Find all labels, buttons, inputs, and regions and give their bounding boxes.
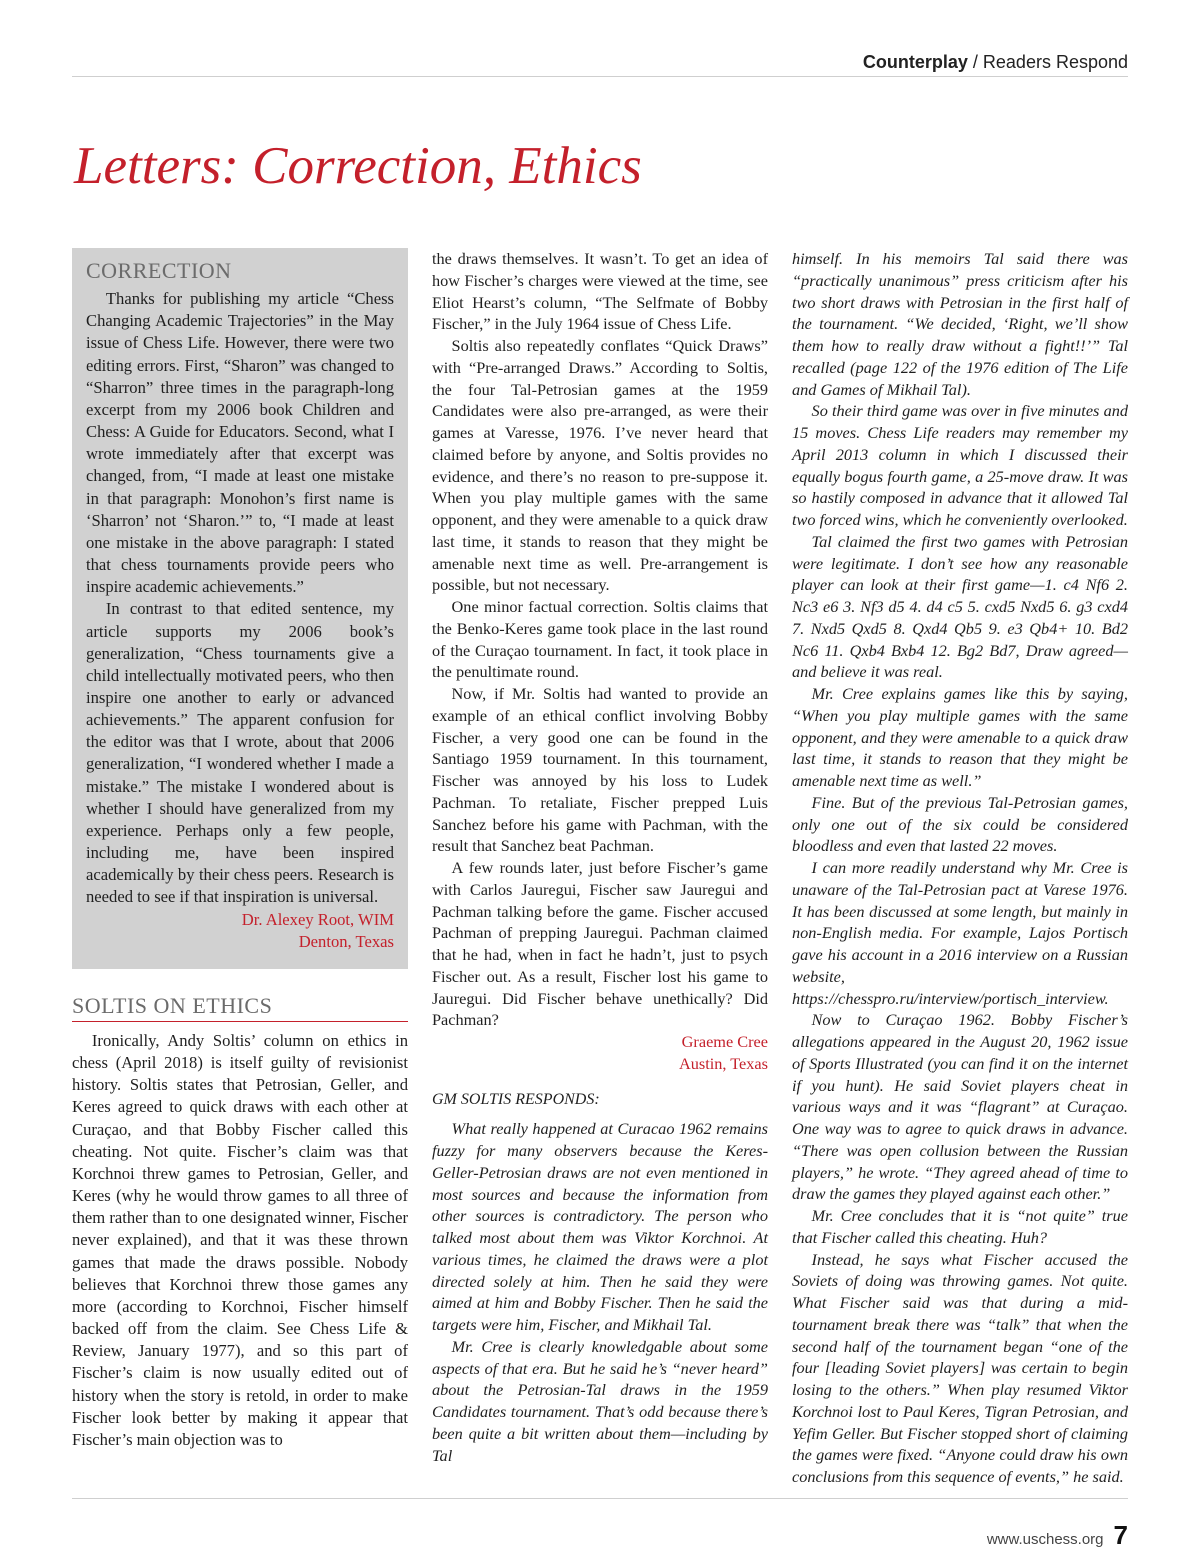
- response-paragraph-1: What really happened at Curacao 1962 remains fuzzy for many observers because the Keres-Geller-Petrosian draws are not even mentioned in most sources and because the information from other sources is contradictory. The person who talked most about them was Viktor Korchnoi. At various times, he claimed the draws were a plot directed solely at him. Then he said they were aimed at him and Bobby Fischer. Then he said the targets were him, Fischer, and Mikhail Tal.: [432, 1119, 768, 1334]
- ethics-signature-name: Graeme Cree: [681, 1032, 768, 1051]
- ethics-paragraph-5: Now, if Mr. Soltis had wanted to provide an example of an ethical conflict involving Bobby Fischer, a very good one can be found in the Santiago 1959 tournament. In this tournament, Fischer was annoyed by his loss to Ludek Pachman. To retaliate, Fischer prepped Luis Sanchez before his game with Pachman, with the result that Sanchez beat Pachman.: [432, 684, 768, 856]
- column-3: [792, 248, 1128, 1488]
- header-rule: [72, 76, 1128, 77]
- correction-paragraph-1: Thanks for publishing my article “Chess Changing Academic Trajectories” in the May issue of Chess Life. However, there were two editing errors. First, “Sharon” was changed to “Sharron” three times in the paragraph-long excerpt from my 2006 book Children and Chess: A Guide for Educators. Second, what I wrote immediately after that excerpt was changed, from, “I made at least one mistake in that paragraph: Monohon’s first name is ‘Sharron’ not ‘Sharon.’” to, “I made at least one mistake in the above paragraph: I stated that chess tournaments provide peers who inspire academic achievements.”: [86, 289, 394, 597]
- ethics-paragraph-2: the draws themselves. It wasn’t. To get an idea of how Fischer’s charges were viewed at the time, see Eliot Hearst’s column, “The Selfmate of Bobby Fischer,” in the July 1964 issue of Chess Life.: [432, 249, 768, 334]
- column-2: [432, 248, 768, 1466]
- column-1: [72, 248, 408, 1451]
- response-paragraph-9: Now to Curaçao 1962. Bobby Fischer’s allegations appeared in the August 20, 1962 issue of Sports Illustrated (you can find it on the internet if you hunt). He said Soviet players cheat in various ways and it was “flagrant” at Curaçao. One way was to agree to quick draws in advance. “There was open collusion between the Russian players,” he wrote. “They agreed ahead of time to draw the games they played against each other.”: [792, 1010, 1128, 1204]
- response-paragraph-3: himself. In his memoirs Tal said there was “practically unanimous” press criticism after his two short draws with Petrosian in the first half of the tournament. “We decided, ‘Right, we’ll show them how to really draw without a fight!!’” Tal recalled (page 122 of the 1976 edition of The Life and Games of Mikhail Tal).: [792, 249, 1128, 399]
- running-header: [72, 52, 1128, 76]
- response-paragraph-5: Tal claimed the first two games with Petrosian were legitimate. I don’t see how any reasonable player can look at their first game—1. c4 Nf6 2. Nc3 e6 3. Nf3 d5 4. d4 c5 5. cxd5 Nxd5 6. g3 cxd4 7. Nxd5 Qxd5 8. Qxd4 Qb5 9. e3 Qb4+ 10. Bd2 Nc6 11. Qxb4 Bxb4 12. Bg2 Bd7, Draw agreed—and believe it was real.: [792, 531, 1128, 682]
- ethics-heading: SOLTIS ON ETHICS: [72, 995, 408, 1022]
- correction-signature-place: Denton, Texas: [298, 931, 394, 951]
- ethics-paragraph-3: Soltis also repeatedly conflates “Quick Draws” with “Pre-arranged Draws.” According to Soltis, the four Tal-Petrosian games at the 1959 Candidates were also pre-arranged, as were their games at Varesse, 1976. I’ve never heard that claimed before by anyone, and Soltis provides no evidence, and there’s no reason to pre-suppose it. When you play multiple games with the same opponent, and they were amenable to a quick draw last time, it stands to reason that they might be amenable next time as well. Pre-arrangement is possible, but not necessary.: [432, 336, 768, 595]
- response-paragraph-10: Mr. Cree concludes that it is “not quite” true that Fischer called this cheating. Huh?: [792, 1206, 1128, 1247]
- header-subsection: Readers Respond: [982, 52, 1128, 72]
- response-paragraph-6: Mr. Cree explains games like this by saying, “When you play multiple games with the same opponent, and they were amenable to a quick draw last time, it stands to reason that they might be amenable next time as well.”: [792, 684, 1128, 790]
- ethics-paragraph-4: One minor factual correction. Soltis claims that the Benko-Keres game took place in the last round of the Curaçao tournament. In fact, it took place in the penultimate round.: [432, 597, 768, 682]
- response-paragraph-4: So their third game was over in five minutes and 15 moves. Chess Life readers may remember my April 2013 column in which I discussed their equally bogus fourth game, a 25-move draw. It was so hastily composed in advance that it allowed Tal two forced wins, which he conveniently overlooked.: [792, 401, 1128, 529]
- ethics-paragraph-1: Ironically, Andy Soltis’ column on ethics in chess (April 2018) is itself guilty of revisionist history. Soltis states that Petrosian, Geller, and Keres agreed to quick draws with each other at Curaçao, and that Bobby Fischer called this cheating. Not quite. Fischer’s claim was that Korchnoi threw games to Petrosian, Geller, and Keres (why he would throw games to all three of them rather than to one designated winner, Fischer never explained), and that it was these thrown games that made the draws possible. Nobody believes that Korchnoi threw those games any more (according to Korchnoi, Fischer himself backed off from the claim. See Chess Life & Review, January 1977), and so this part of Fischer’s claim is now usually edited out of history when the story is retold, in order to make Fischer look better by making it appear that Fischer’s main objection was to: [72, 1031, 408, 1449]
- header-section: Counterplay: [862, 52, 968, 72]
- response-paragraph-8: I can more readily understand why Mr. Cree is unaware of the Tal-Petrosian pact at Varese 1976. It has been discussed at some length, but mainly in non-English media. For example, Lajos Portisch gave his account in a 2016 interview on a Russian website, https://chesspro.ru/interview/portisch_interview.: [792, 858, 1128, 1008]
- correction-box: [72, 248, 408, 969]
- footer-url[interactable]: www.uschess.org: [986, 1531, 1104, 1548]
- footer-rule: [72, 1498, 1128, 1499]
- page-number: 7: [1113, 1520, 1128, 1550]
- response-paragraph-2: Mr. Cree is clearly knowledgable about some aspects of that era. But he said he’s “never heard” about the Petrosian-Tal draws in the 1959 Candidates tournament. That’s odd because there’s been quite a bit written about them—including by Tal: [432, 1336, 768, 1465]
- correction-heading: CORRECTION: [86, 258, 232, 283]
- response-paragraph-11: Instead, he says what Fischer accused the Soviets of doing was throwing games. Not quite. What Fischer said was that during a mid-tournament break there was “talk” that when the second half of the tournament began “one of the four [leading Soviet players] was certain to begin losing to the others.” When play resumed Viktor Korchnoi lost to Paul Keres, Tigran Petrosian, and Yefim Geller. But Fischer stopped short of claiming the games were fixed. “Anyone could draw his own conclusions from this sequence of events,” he said.: [792, 1249, 1128, 1486]
- ethics-paragraph-6: A few rounds later, just before Fischer’s game with Carlos Jauregui, Fischer saw Jauregui and Pachman talking before the game. Fischer accused Pachman of prepping Jauregui. Pachman claimed that he had, when in fact he hadn’t, just to psych Fischer out. As a result, Fischer lost his game to Jauregui. Did Fischer behave unethically? Did Pachman?: [432, 858, 768, 1030]
- response-paragraph-7: Fine. But of the previous Tal-Petrosian games, only one out of the six could be considered bloodless and even that lasted 22 moves.: [792, 792, 1128, 856]
- correction-paragraph-2: In contrast to that edited sentence, my article supports my 2006 book’s generalization, “Chess tournaments give a child intellectually motivated peers, who then inspire one another to early or advanced achievements.” The apparent confusion for the editor was that I wrote, about that 2006 generalization, “I wondered whether I made a mistake.” The mistake I wondered about is whether I should have generalized from my experience. Perhaps only a few people, including me, have been inspired academically by their chess peers. Research is needed to see if that inspiration is universal.: [86, 599, 394, 907]
- footer: [987, 1520, 1128, 1551]
- response-heading: GM SOLTIS RESPONDS:: [432, 1090, 600, 1108]
- page-title: Letters: Correction, Ethics: [74, 137, 642, 195]
- ethics-signature-place: Austin, Texas: [678, 1053, 768, 1073]
- header-separator: /: [967, 52, 983, 72]
- correction-signature-name: Dr. Alexey Root, WIM: [241, 909, 394, 929]
